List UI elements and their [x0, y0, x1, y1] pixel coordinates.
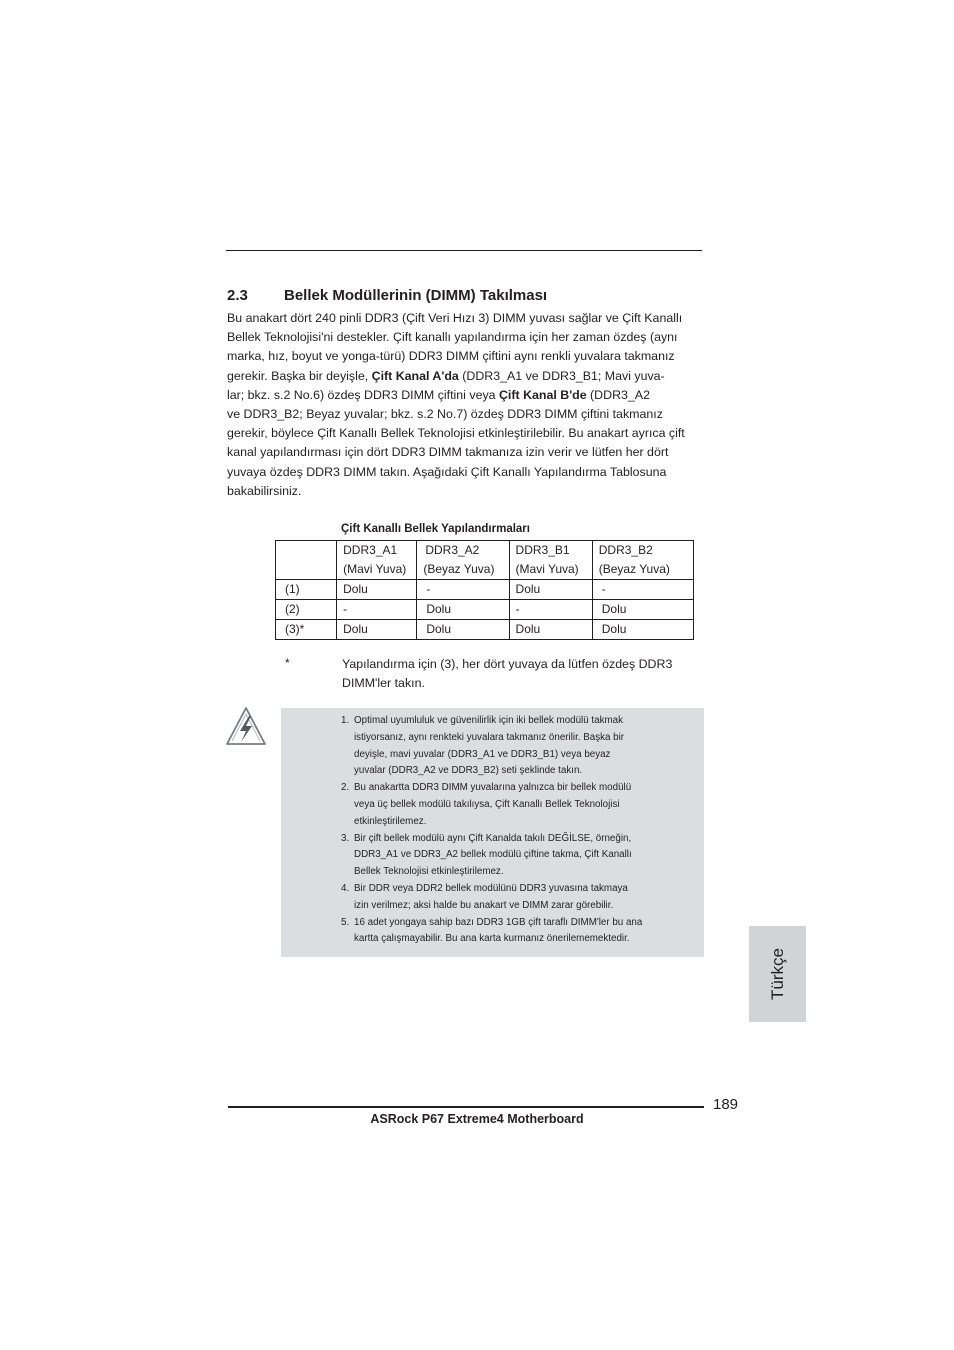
caution-item-number: 1. — [341, 715, 350, 726]
language-tab-label: Türkçe — [767, 948, 787, 1000]
footer-title: ASRock P67 Extreme4 Motherboard — [370, 1112, 584, 1126]
bottom-rule — [228, 1106, 704, 1108]
body-line — [227, 347, 705, 366]
slot-state-cell: Dolu — [417, 600, 509, 620]
caution-item-text: izin verilmez; aksi halde bu anakart ve DIMM zarar görebilir. — [354, 899, 614, 911]
body-text-span: ve DDR3_B2; Beyaz yuvalar; bkz. s.2 No.7) özdeş DDR3 DIMM çiftini takmanız — [227, 407, 663, 422]
header-slot-color: (Beyaz Yuva) — [423, 562, 495, 576]
body-line — [227, 463, 705, 482]
body-text-span: Bu anakart dört 240 pinli DDR3 (Çift Veri Hızı 3) DIMM yuvası sağlar ve Çift Kanallı — [227, 311, 683, 325]
slot-state-cell: Dolu — [592, 620, 693, 640]
header-slot-name: DDR3_B1 — [515, 543, 570, 557]
caution-item-number — [341, 730, 354, 747]
body-text-span: marka, hız, boyut ve yonga-türü) DDR3 DIMM çiftini aynı renkli yuvalara takmanız — [227, 349, 675, 364]
caution-line — [341, 898, 701, 915]
header-slot-color: (Mavi Yuva) — [343, 562, 407, 576]
page-number: 189 — [713, 1096, 739, 1113]
header-slot-color: (Beyaz Yuva) — [598, 562, 670, 576]
body-text-span: Bellek Teknolojisi'ni destekler. Çift kanallı yapılandırma için her zaman özdeş (aynı — [227, 330, 678, 345]
header-slot-name: DDR3_A2 — [425, 543, 480, 557]
caution-line — [341, 881, 701, 898]
table-header-row — [276, 541, 694, 580]
caution-item-number: 4. — [341, 882, 350, 894]
caution-line — [341, 747, 701, 764]
caution-item-text: veya üç bellek modülü takılıysa, Çift Kanallı Bellek Teknolojisi — [354, 798, 620, 810]
table-header-cell — [509, 541, 592, 580]
header-slot-name: DDR3_B2 — [598, 543, 653, 557]
body-text-span: kanal yapılandırması için dört DDR3 DIMM takmanıza izin verir ve lütfen her dört — [227, 445, 669, 460]
footnote-line: Yapılandırma için (3), her dört yuvaya da lütfen özdeş DDR3 — [342, 657, 673, 671]
caution-list — [341, 713, 701, 948]
caution-item-text: deyişle, mavi yuvalar (DDR3_A1 ve DDR3_B1) veya beyaz — [354, 748, 611, 760]
table-header-cell — [337, 541, 417, 580]
header-slot-color: (Mavi Yuva) — [515, 562, 579, 576]
caution-item-number: 3. — [341, 832, 350, 844]
table-row — [276, 620, 694, 640]
table-row — [276, 580, 694, 600]
caution-line — [341, 915, 701, 932]
caution-item-number — [341, 864, 354, 881]
body-text-span: lar; bkz. s.2 No.6) özdeş DDR3 DIMM çiftini veya — [227, 387, 499, 402]
body-line — [227, 367, 705, 386]
slot-state-cell: Dolu — [592, 600, 693, 620]
caution-line — [341, 847, 701, 864]
caution-item-text: DDR3_A1 ve DDR3_A2 bellek modülü çiftine takma, Çift Kanallı — [354, 849, 632, 861]
slot-state-cell: Dolu — [509, 580, 592, 600]
caution-item-number: 5. — [341, 916, 350, 928]
caution-line — [341, 797, 701, 814]
slot-state-cell: - — [509, 600, 592, 620]
caution-item-number — [341, 763, 354, 780]
caution-item-text: Bir DDR veya DDR2 bellek modülünü DDR3 yuvasına takmaya — [354, 882, 628, 894]
caution-item-number: 2. — [341, 782, 350, 794]
top-rule — [226, 250, 702, 251]
body-emphasis: Çift Kanal B'de — [498, 387, 587, 402]
table-header-cell — [592, 541, 693, 580]
section-number: 2.3 — [227, 287, 248, 304]
body-text-span: gerekir, böylece Çift Kanallı Bellek Teknolojisi etkinleştirilebilir. Bu anakart ayrıca çift — [227, 426, 685, 441]
body-text-span: bakabilirsiniz. — [227, 483, 302, 498]
warning-lightning-icon — [224, 705, 268, 747]
table-row — [276, 600, 694, 620]
footnote-line: DIMM'ler takın. — [342, 676, 425, 691]
body-text-span: yuvaya özdeş DDR3 DIMM takın. Aşağıdaki Çift Kanallı Yapılandırma Tablosuna — [227, 464, 667, 479]
caution-line — [341, 931, 701, 948]
body-line — [227, 309, 705, 328]
caution-item-text: kartta çalışmayabilir. Bu ana karta kurmanız önerilememektedir. — [354, 933, 630, 945]
caution-line — [341, 831, 701, 848]
body-line — [227, 424, 705, 443]
caution-item-number — [341, 797, 354, 814]
slot-state-cell: - — [337, 600, 417, 620]
slot-state-cell: - — [592, 580, 693, 600]
caution-item-text: istiyorsanız, aynı renkteki yuvalara takmanız önerilir. Başka bir — [354, 731, 625, 743]
body-text-span: (DDR3_A2 — [586, 387, 650, 402]
section-heading — [227, 287, 547, 304]
caution-line — [341, 864, 701, 881]
caution-item-number — [341, 747, 354, 764]
table-corner-cell — [276, 541, 337, 580]
language-tab — [749, 926, 806, 1022]
caution-item-text: Bir çift bellek modülü aynı Çift Kanalda takılı DEĞİLSE, örneğin, — [354, 832, 632, 844]
dual-channel-config-table — [275, 540, 694, 640]
slot-state-cell: Dolu — [417, 620, 509, 640]
caution-line — [341, 814, 701, 831]
footnote-mark: * — [285, 656, 290, 670]
body-line — [227, 482, 705, 501]
body-emphasis: Çift Kanal A'da — [371, 368, 459, 383]
caution-item-text: 16 adet yongaya sahip bazı DDR3 1GB çift taraflı DIMM'ler bu ana — [354, 916, 643, 928]
config-label-cell: (1) — [276, 580, 337, 600]
caution-line — [341, 763, 701, 780]
caution-item-text: yuvalar (DDR3_A2 ve DDR3_B2) seti şeklinde takın. — [354, 765, 583, 777]
slot-state-cell: Dolu — [509, 620, 592, 640]
caution-item-number — [341, 931, 354, 948]
table-caption: Çift Kanallı Bellek Yapılandırmaları — [341, 523, 530, 535]
slot-state-cell: Dolu — [337, 580, 417, 600]
body-line — [227, 328, 705, 347]
slot-state-cell: - — [417, 580, 509, 600]
caution-item-text: Bellek Teknolojisi etkinleştirilemez. — [354, 866, 504, 878]
caution-line — [341, 730, 701, 747]
caution-line — [341, 713, 701, 730]
slot-state-cell: Dolu — [337, 620, 417, 640]
section-title: Bellek Modüllerinin (DIMM) Takılması — [284, 287, 548, 304]
caution-item-number — [341, 814, 354, 831]
table-header-cell — [417, 541, 509, 580]
config-label-cell: (3)* — [276, 620, 337, 640]
caution-item-number — [341, 898, 354, 915]
body-line — [227, 386, 705, 405]
body-line — [227, 443, 705, 462]
body-text-span: gerekir. Başka bir deyişle, — [227, 368, 372, 383]
config-label-cell: (2) — [276, 600, 337, 620]
body-line — [227, 405, 705, 424]
footnote-text — [342, 655, 692, 694]
body-paragraph — [227, 309, 705, 501]
caution-line — [341, 780, 701, 797]
caution-item-number — [341, 847, 354, 864]
caution-item-text: etkinleştirilemez. — [354, 815, 427, 827]
body-text-span: (DDR3_A1 ve DDR3_B1; Mavi yuva- — [458, 368, 665, 383]
caution-item-text: Optimal uyumluluk ve güvenilirlik için iki bellek modülü takmak — [354, 715, 623, 726]
caution-item-text: Bu anakartta DDR3 DIMM yuvalarına yalnızca bir bellek modülü — [354, 782, 632, 794]
header-slot-name: DDR3_A1 — [343, 543, 398, 557]
